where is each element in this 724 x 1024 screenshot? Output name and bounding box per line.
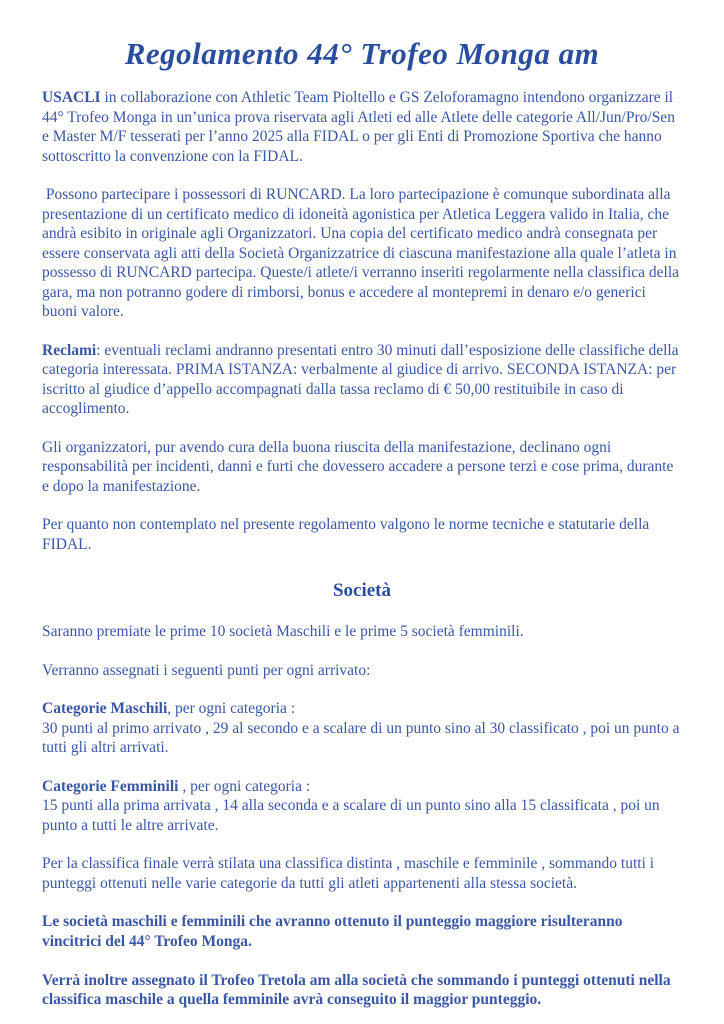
paragraph-vincitrici-text: Le società maschili e femminili che avranno ottenuto il punteggio maggiore risulteranno vincitrici del 44° Trofeo Monga. xyxy=(42,913,627,950)
paragraph-categorie-femminili-lead: Categorie Femminili xyxy=(42,777,183,795)
paragraph-intro-text: in collaborazione con Athletic Team Pioltello e GS Zeloforamagno intendono organizzare il 44° Trofeo Monga in un’unica prova riservata agli Atleti ed alle Atlete delle categorie All/Jun/Pro/Sen e Master M/F tesserati per l’anno 2025 alla FIDAL o per gli Enti di Promozione Sportiva che hanno sottoscritto la convenzione con la FIDAL. xyxy=(42,89,679,165)
paragraph-trofeo-tretola-text: Verrà inoltre assegnato il Trofeo Tretola am alla società che sommando i punteggi ottenuti nella classifica maschile a quella femminile avrà conseguito il maggior punteggio. xyxy=(42,971,675,1009)
paragraph-runcard xyxy=(42,185,682,322)
document-title: Regolamento 44° Trofeo Monga am xyxy=(124,36,600,71)
paragraph-intro-lead: USACLI xyxy=(42,89,101,106)
paragraph-categorie-maschili-lead: Categorie Maschili xyxy=(42,700,168,718)
paragraph-classifica-finale-text: Per la classifica finale verrà stilata una classifica distinta , maschile e femminile , sommando tutti i punteggi ottenuti nelle varie categorie da tutti gli atleti appartenenti alla stessa società. xyxy=(42,855,658,892)
paragraph-punti-intro xyxy=(42,661,682,681)
paragraph-categorie-maschili-subtitle: , per ogni categoria : xyxy=(167,700,296,718)
paragraph-fidal-norme-text: Per quanto non contemplato nel presente regolamento valgono le norme tecniche e statutarie della FIDAL. xyxy=(42,516,654,553)
paragraph-vincitrici xyxy=(42,912,682,951)
paragraph-fidal-norme xyxy=(42,515,682,554)
paragraph-premiate-text: Saranno premiate le prime 10 società Maschili e le prime 5 società femminili. xyxy=(42,623,524,641)
paragraph-responsabilita xyxy=(42,438,682,497)
paragraph-categorie-maschili-body: 30 punti al primo arrivato , 29 al secondo e a scalare di un punto sino al 30 classificato , poi un punto a tutti gli altri arrivati. xyxy=(42,719,684,757)
paragraph-punti-intro-text: Verranno assegnati i seguenti punti per ogni arrivato: xyxy=(42,661,371,679)
paragraph-runcard-text: Possono partecipare i possessori di RUNCARD. La loro partecipazione è comunque subordinata alla presentazione di un certificato medico di idoneità agonistica per Atletica Leggera valido in Italia, che andrà esibito in originale agli Organizzatori. Una copia del certificato medico andrà consegnata per essere conservata agli atti della Società Organizzatrice di ciascuna manifestazione alla quale l’atleta in possesso di RUNCARD partecipa. Queste/i atlete/i verranno inseriti regolarmente nella classifica della gara, ma non potranno godere di rimborsi, bonus e accedere al montepremi in denaro e/o generici buoni valore. xyxy=(42,186,683,321)
paragraph-reclami-lead: Reclami xyxy=(42,341,97,359)
paragraph-trofeo-tretola xyxy=(42,971,682,1010)
paragraph-categorie-femminili xyxy=(42,777,682,836)
paragraph-intro xyxy=(42,88,682,166)
paragraph-classifica-finale xyxy=(42,854,682,893)
paragraph-premiate xyxy=(42,622,682,642)
section-heading-societa: Società xyxy=(332,580,392,602)
paragraph-responsabilita-text: Gli organizzatori, pur avendo cura della buona riuscita della manifestazione, declinano ogni responsabilità per incidenti, danni e furti che dovessero accadere a persone terzi e cose prima, durante e dopo la manifestazione. xyxy=(42,438,678,495)
paragraph-categorie-femminili-subtitle: , per ogni categoria : xyxy=(182,777,311,795)
paragraph-categorie-maschili xyxy=(42,699,682,758)
paragraph-reclami xyxy=(42,341,682,419)
paragraph-reclami-text: : eventuali reclami andranno presentati entro 30 minuti dall’esposizione delle classifiche della categoria interessata. PRIMA ISTANZA: verbalmente al giudice di arrivo. SECONDA ISTANZA: per iscritto al giudice d’appello accompagnati dalla tassa reclamo di € 50,00 restituibile in caso di accoglimento. xyxy=(42,341,683,418)
paragraph-categorie-femminili-body: 15 punti alla prima arrivata , 14 alla seconda e a scalare di un punto sino alla 15 classificata , poi un punto a tutti le altre arrivate. xyxy=(42,797,664,834)
